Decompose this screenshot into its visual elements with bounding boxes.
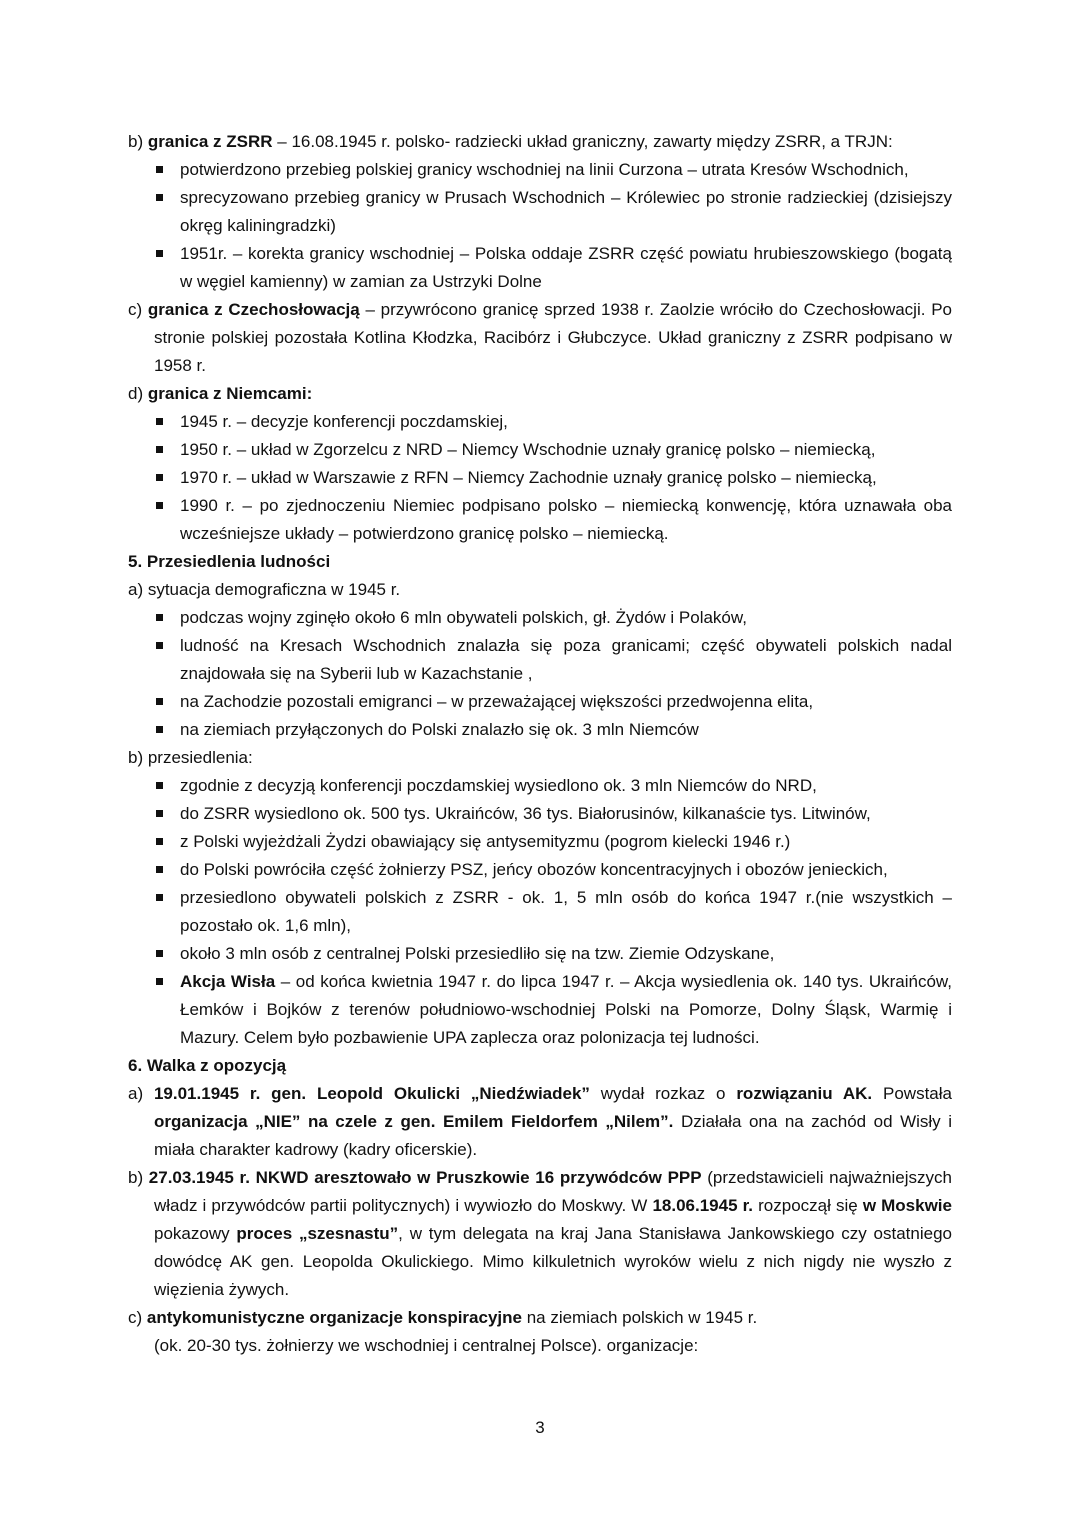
list-item: 1945 r. – decyzje konferencji poczdamskiej, [180, 408, 952, 436]
list-item: ludność na Kresach Wschodnich znalazła się poza granicami; część obywateli polskich nadal znajdowała się na Syberii lub w Kazachstanie , [180, 632, 952, 688]
section-5a-list [128, 604, 952, 744]
section-5b-list [128, 772, 952, 1052]
list-item: podczas wojny zginęło około 6 mln obywateli polskich, gł. Żydów i Polaków, [180, 604, 952, 632]
list-item: 1950 r. – układ w Zgorzelcu z NRD – Niemcy Wschodnie uznały granicę polsko – niemiecką, [180, 436, 952, 464]
list-item: 1970 r. – układ w Warszawie z RFN – Niemcy Zachodnie uznały granicę polsko – niemiecką, [180, 464, 952, 492]
section-5a-title: a) sytuacja demograficzna w 1945 r. [128, 580, 401, 599]
section-6b: b) 27.03.1945 r. NKWD aresztowało w Pruszkowie 16 przywódców PPP (przedstawicieli najważniejszych władz i przywódców partii politycznych) i wywiozło do Moskwy. W 18.06.1945 r. rozpoczął się w Moskwie pokazowy proces „szesnastu”, w tym delegata na kraj Jana Stanisława Jankowskiego czy ostatniego dowódcę AK gen. Leopolda Okulickiego. Mimo kilkuletnich wyroków wielu z nich nigdy nie wyszło z więzienia żywych. [128, 1168, 952, 1299]
list-item: 1951r. – korekta granicy wschodniej – Polska oddaje ZSRR część powiatu hrubieszowskiego (bogatą w węgiel kamienny) w zamian za Ustrzyki Dolne [180, 240, 952, 296]
list-item: do ZSRR wysiedlono ok. 500 tys. Ukraińców, 36 tys. Białorusinów, kilkanaście tys. Litwinów, [180, 800, 952, 828]
list-item: przesiedlono obywateli polskich z ZSRR - ok. 1, 5 mln osób do końca 1947 r.(nie wszystkich – pozostało ok. 1,6 mln), [180, 884, 952, 940]
section-5-heading: 5. Przesiedlenia ludności [128, 552, 331, 571]
section-d-heading: granica z Niemcami: [147, 384, 313, 403]
section-d-border-germany: d) granica z Niemcami: [128, 384, 313, 403]
page-content [128, 128, 952, 1360]
list-item: na ziemiach przyłączonych do Polski znalazło się ok. 3 mln Niemców [180, 716, 952, 744]
section-c-heading: granica z Czechosłowacją [147, 300, 360, 319]
section-6c: c) antykomunistyczne organizacje konspiracyjne na ziemiach polskich w 1945 r. [128, 1308, 758, 1327]
list-item: na Zachodzie pozostali emigranci – w przeważającej większości przedwojenna elita, [180, 688, 952, 716]
list-item: około 3 mln osób z centralnej Polski przesiedliło się na tzw. Ziemie Odzyskane, [180, 940, 952, 968]
list-item: potwierdzono przebieg polskiej granicy wschodniej na linii Curzona – utrata Kresów Wschodnich, [180, 156, 952, 184]
section-c-border-czechoslovakia: c) granica z Czechosłowacją – przywrócono granicę sprzed 1938 r. Zaolzie wróciło do Czechosłowacji. Po stronie polskiej pozostała Kotlina Kłodzka, Racibórz i Głubczyce. Układ graniczny z ZSRR podpisano w 1958 r. [128, 300, 952, 375]
page-number: 3 [535, 1418, 545, 1437]
section-6-heading: 6. Walka z opozycją [128, 1056, 287, 1075]
section-d-list [128, 408, 952, 548]
section-5b-title: b) przesiedlenia: [128, 748, 253, 767]
list-item: do Polski powróciła część żołnierzy PSZ, jeńcy obozów koncentracyjnych i obozów jenieckich, [180, 856, 952, 884]
section-b-heading: granica z ZSRR [147, 132, 273, 151]
list-item-akcja-wisla: Akcja Wisła – od końca kwietnia 1947 r. do lipca 1947 r. – Akcja wysiedlenia ok. 140 tys. Ukraińców, Łemków i Bojków z terenów południowo-wschodniej Polski na Pomorze, Dolny Śląsk, Warmię i Mazury. Celem było pozbawienie UPA zaplecza oraz polonizacja tej ludności. [180, 968, 952, 1052]
section-6a: a) 19.01.1945 r. gen. Leopold Okulicki „Niedźwiadek” wydał rozkaz o rozwiązaniu AK. Powstała organizacja „NIE” na czele z gen. Emilem Fieldorfem „Nilem”. Działała ona na zachód od Wisły i miała charakter kadrowy (kadry oficerskie). [128, 1084, 952, 1159]
section-b-border-ussr: b) granica z ZSRR – 16.08.1945 r. polsko- radziecki układ graniczny, zawarty między ZSRR, a TRJN: [128, 132, 893, 151]
section-b-list [128, 156, 952, 296]
list-item: zgodnie z decyzją konferencji poczdamskiej wysiedlono ok. 3 mln Niemców do NRD, [180, 772, 952, 800]
list-item: 1990 r. – po zjednoczeniu Niemiec podpisano polsko – niemiecką konwencję, która uznawała oba wcześniejsze układy – potwierdzono granicę polsko – niemiecką. [180, 492, 952, 548]
list-item: sprecyzowano przebieg granicy w Prusach Wschodnich – Królewiec po stronie radzieckiej (dzisiejszy okręg kaliningradzki) [180, 184, 952, 240]
section-6c-line2: (ok. 20-30 tys. żołnierzy we wschodniej i centralnej Polsce). organizacje: [154, 1336, 699, 1355]
list-item: z Polski wyjeżdżali Żydzi obawiający się antysemityzmu (pogrom kielecki 1946 r.) [180, 828, 952, 856]
